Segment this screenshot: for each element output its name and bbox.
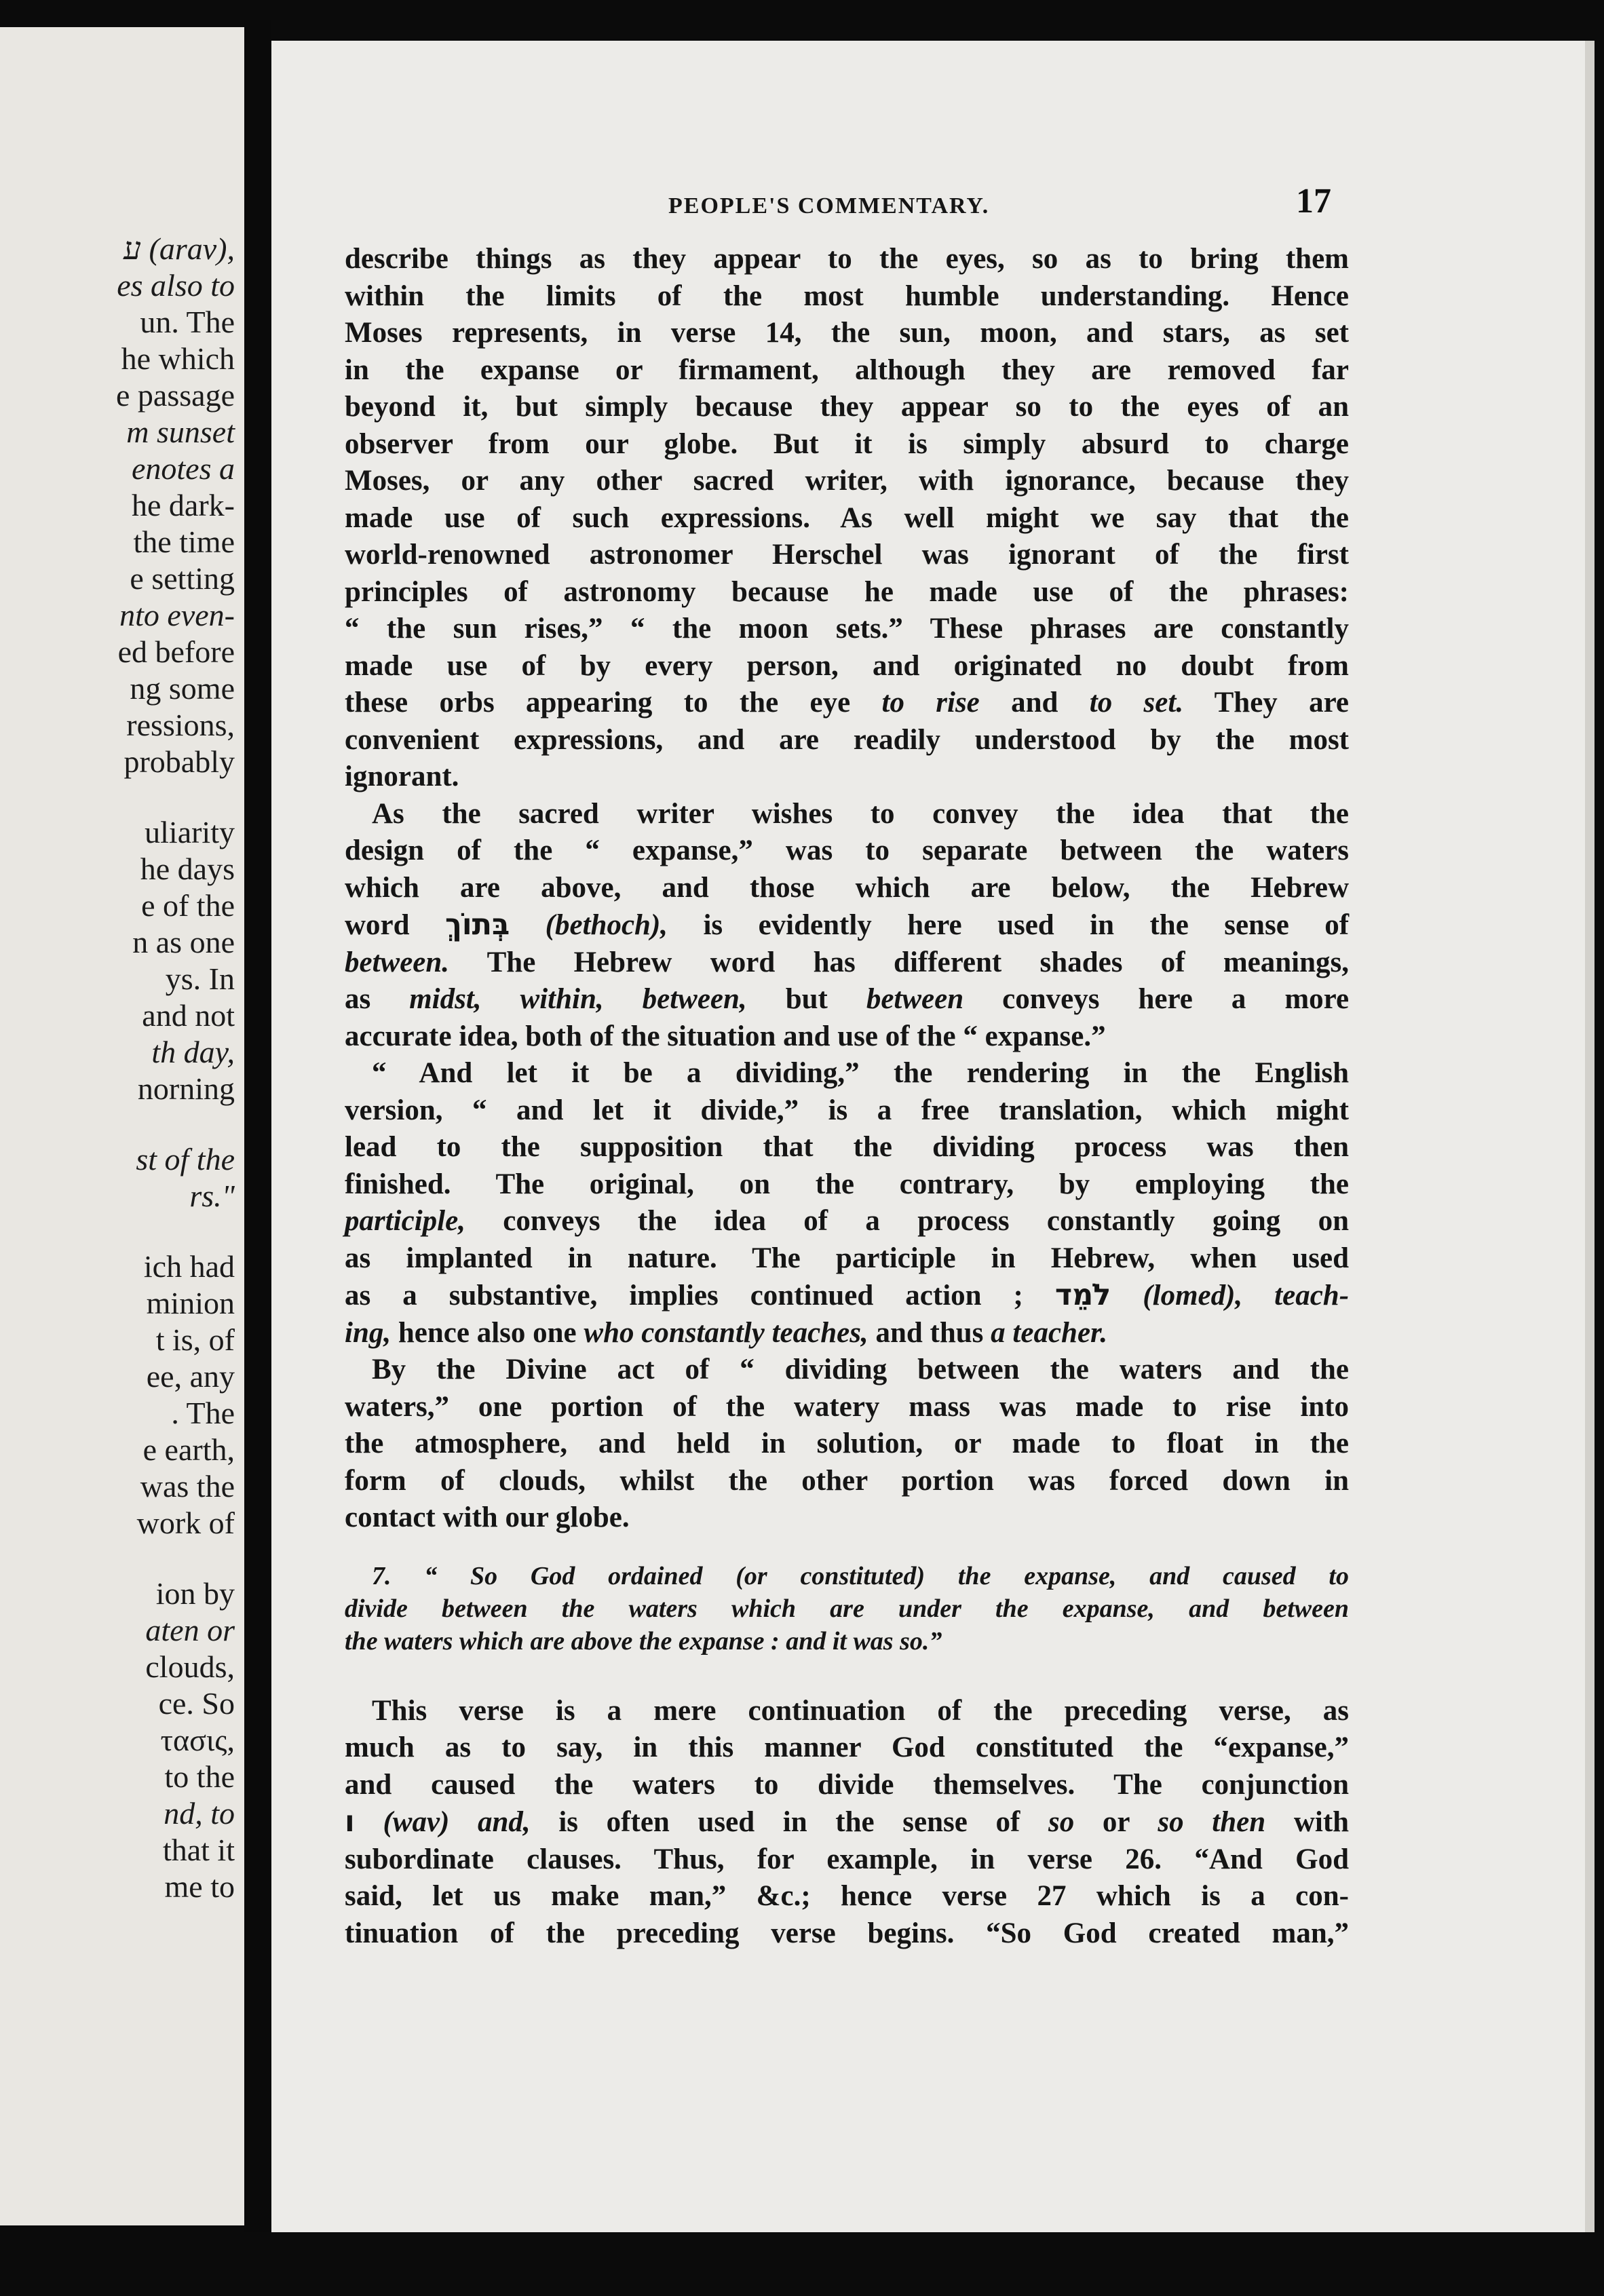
italic-run: ing, [345, 1316, 392, 1349]
left-page-line: probably [123, 744, 235, 779]
page-header [271, 180, 1595, 234]
italic-run: (wav) and, [383, 1806, 531, 1838]
text-run: and thus [875, 1316, 984, 1349]
left-page-line: uliarity [145, 815, 235, 849]
text-line: observer from our globe. But it is simply absurd to charge [345, 427, 1349, 460]
text-line: made use of by every person, and originated no doubt from [345, 649, 1349, 682]
italic-run: midst, within, between, [409, 983, 747, 1015]
left-page-line: aten or [145, 1613, 235, 1647]
line-gap [116, 780, 235, 814]
left-page-line: ee, any [146, 1359, 235, 1394]
left-page-line: e passage [116, 378, 235, 413]
left-page-line: ys. In [165, 961, 235, 996]
text-line: subordinate clauses. Thus, for example, in verse 26. “And God [345, 1843, 1349, 1875]
italic-run: so [1048, 1806, 1075, 1838]
text-line [345, 981, 1349, 1018]
italic-run: to set. [1089, 687, 1184, 719]
left-page-line: e earth, [142, 1432, 235, 1467]
left-page-line: he days [140, 852, 235, 886]
left-page-line: ressions, [126, 708, 235, 742]
left-page-line: nto even- [119, 598, 235, 632]
text-line: world-renowned astronomer Herschel was ignorant of the first [345, 539, 1349, 571]
line-gap [116, 1542, 235, 1575]
text-line: ignorant. [345, 761, 459, 792]
text-line: lead to the supposition that the dividing process was then [345, 1131, 1349, 1163]
left-page-line: work of [136, 1506, 235, 1540]
text-run: They are [1214, 687, 1350, 719]
text-run: The Hebrew word has different shades of meanings, [486, 946, 1350, 978]
text-line: which are above, and those which are below, the Hebrew [345, 871, 1349, 904]
text-run: these orbs appearing to the eye [345, 687, 851, 719]
text-line: contact with our globe. [345, 1501, 630, 1533]
left-page-line: es also to [117, 268, 235, 303]
text-line: as implanted in nature. The participle in Hebrew, when used [345, 1242, 1349, 1274]
paragraph [345, 241, 1349, 796]
text-line: convenient expressions, and are readily understood by the most [345, 723, 1349, 756]
text-line: form of clouds, whilst the other portion was forced down in [345, 1464, 1349, 1497]
text-run: is evidently here used in the sense of [703, 909, 1350, 941]
hebrew-word: בְּתוֹךְ [445, 908, 510, 942]
text-line: made use of such expressions. As well might we say that the [345, 501, 1349, 534]
left-page-line: e of the [141, 888, 235, 923]
running-head: PEOPLE'S COMMENTARY. [668, 193, 990, 218]
left-page-line: enotes a [131, 451, 235, 486]
text-run: but [785, 983, 828, 1015]
italic-run: teach- [1274, 1280, 1350, 1312]
text-line: “ the sun rises,” “ the moon sets.” These phrases are constantly [345, 613, 1349, 645]
left-page-line: to the [164, 1759, 235, 1794]
text-line [345, 1315, 1349, 1352]
text-line: Moses represents, in verse 14, the sun, moon, and stars, as set [345, 317, 1349, 349]
italic-run: participle, [345, 1205, 465, 1237]
left-page-line: he which [121, 341, 235, 376]
left-page-line: norning [137, 1071, 235, 1106]
text-run: conveys the idea of a process constantly going on [503, 1205, 1350, 1237]
text-line: and caused the waters to divide themselves. The conjunction [345, 1768, 1349, 1801]
text-line: describe things as they appear to the eyes, so as to bring them [345, 243, 1349, 275]
left-page-line: nd, to [164, 1796, 235, 1831]
text-line: beyond it, but simply because they appear so to the eyes of an [345, 391, 1349, 423]
book-gutter [244, 20, 271, 2232]
text-line: Moses, or any other sacred writer, with ignorance, because they [345, 465, 1349, 497]
left-page-text [116, 231, 235, 1905]
text-line: the atmosphere, and held in solution, or made to float in the [345, 1428, 1349, 1459]
left-page-line: the time [133, 524, 235, 559]
page-edge [1585, 41, 1595, 2232]
line-gap [116, 1107, 235, 1141]
left-page-line: clouds, [145, 1649, 235, 1684]
left-page-line: τασις, [160, 1723, 235, 1757]
left-page-line: he dark- [132, 488, 235, 522]
left-page-line: and not [142, 998, 235, 1033]
text-line: waters,” one portion of the watery mass was made to rise into [345, 1390, 1349, 1423]
hebrew-letter: ו [345, 1805, 355, 1839]
left-page-line: t is, of [155, 1322, 235, 1357]
left-page-line: ce. So [158, 1686, 235, 1721]
italic-run: (lomed), [1143, 1280, 1243, 1312]
commentary-body [345, 241, 1349, 1952]
left-page-line: ion by [155, 1576, 235, 1611]
text-line [345, 685, 1349, 722]
line-gap [116, 1214, 235, 1248]
paragraph [345, 1693, 1349, 1953]
italic-run: so then [1158, 1806, 1266, 1838]
left-page-line: ng some [130, 671, 235, 706]
text-line: in the expanse or firmament, although they are removed far [345, 353, 1349, 386]
verse-line: the waters which are above the expanse : and it was so.” [345, 1626, 942, 1656]
left-page-line: that it [162, 1833, 235, 1867]
text-run: as a substantive, implies continued action ; [345, 1280, 1023, 1312]
hebrew-word: לֹמֵד [1054, 1278, 1111, 1312]
left-page-line: st of the [136, 1142, 235, 1176]
left-page-line: minion [146, 1286, 235, 1320]
text-line: within the limits of the most humble understanding. Hence [345, 280, 1349, 312]
text-line: tinuation of the preceding verse begins. “So God created man,” [345, 1917, 1349, 1949]
paragraph [345, 1055, 1349, 1352]
text-line: This verse is a mere continuation of the preceding verse, as [372, 1694, 1349, 1727]
left-facing-page [0, 27, 244, 2225]
text-run: as [345, 983, 371, 1015]
italic-run: (bethoch), [545, 909, 668, 941]
left-page-line: n as one [132, 925, 235, 959]
verse-line: 7. “ So God ordained (or constituted) the expanse, and caused to [372, 1561, 1349, 1590]
text-run: and [1011, 687, 1058, 719]
text-line [345, 1277, 1349, 1315]
text-line: accurate idea, both of the situation and use of the “ expanse.” [345, 1020, 1106, 1052]
left-page-line: ע (arav), [123, 231, 235, 266]
main-page [271, 41, 1595, 2232]
italic-run: to rise [881, 687, 980, 719]
text-run: or [1102, 1806, 1130, 1838]
left-page-line: ich had [143, 1249, 235, 1284]
left-page-line: th day, [151, 1035, 235, 1069]
left-page-line: e setting [130, 561, 235, 596]
left-page-line: rs." [189, 1179, 235, 1213]
paragraph [345, 1352, 1349, 1537]
text-run: is often used in the sense of [558, 1806, 1020, 1838]
text-line: principles of astronomy because he made use of the phrases: [345, 575, 1349, 608]
text-line: As the sacred writer wishes to convey the idea that the [372, 797, 1349, 830]
page-number: 17 [1296, 182, 1331, 221]
left-page-line: m sunset [126, 415, 235, 449]
text-line [345, 1803, 1349, 1841]
italic-run: who constantly teaches, [584, 1316, 868, 1349]
text-line [345, 944, 1349, 982]
text-run: conveys here a more [1002, 983, 1350, 1015]
verse-line: divide between the waters which are under the expanse, and between [345, 1594, 1349, 1623]
text-line: design of the “ expanse,” was to separate between the waters [345, 835, 1349, 866]
text-line [345, 906, 1349, 944]
verse-quotation [345, 1560, 1349, 1658]
text-line: By the Divine act of “ dividing between the waters and the [372, 1354, 1349, 1385]
italic-run: a teacher. [991, 1316, 1108, 1349]
text-run: word [345, 909, 410, 941]
italic-run: between [866, 983, 964, 1015]
text-line: finished. The original, on the contrary, by employing the [345, 1168, 1349, 1200]
text-line: much as to say, in this manner God constituted the “expanse,” [345, 1731, 1349, 1763]
left-page-line: un. The [140, 305, 235, 339]
text-run: with [1293, 1806, 1350, 1838]
text-run: hence also one [398, 1316, 577, 1349]
left-page-line: was the [140, 1469, 235, 1504]
left-page-line: ed before [117, 634, 235, 669]
text-line: said, let us make man,” &c.; hence verse 27 which is a con- [345, 1880, 1349, 1912]
paragraph [345, 796, 1349, 1056]
text-line: version, “ and let it divide,” is a free translation, which might [345, 1094, 1349, 1126]
left-page-line: me to [164, 1869, 235, 1904]
italic-run: between. [345, 946, 450, 978]
text-line: “ And let it be a dividing,” the rendering in the English [372, 1057, 1349, 1089]
text-line [345, 1203, 1349, 1240]
left-page-line: . The [171, 1396, 235, 1430]
